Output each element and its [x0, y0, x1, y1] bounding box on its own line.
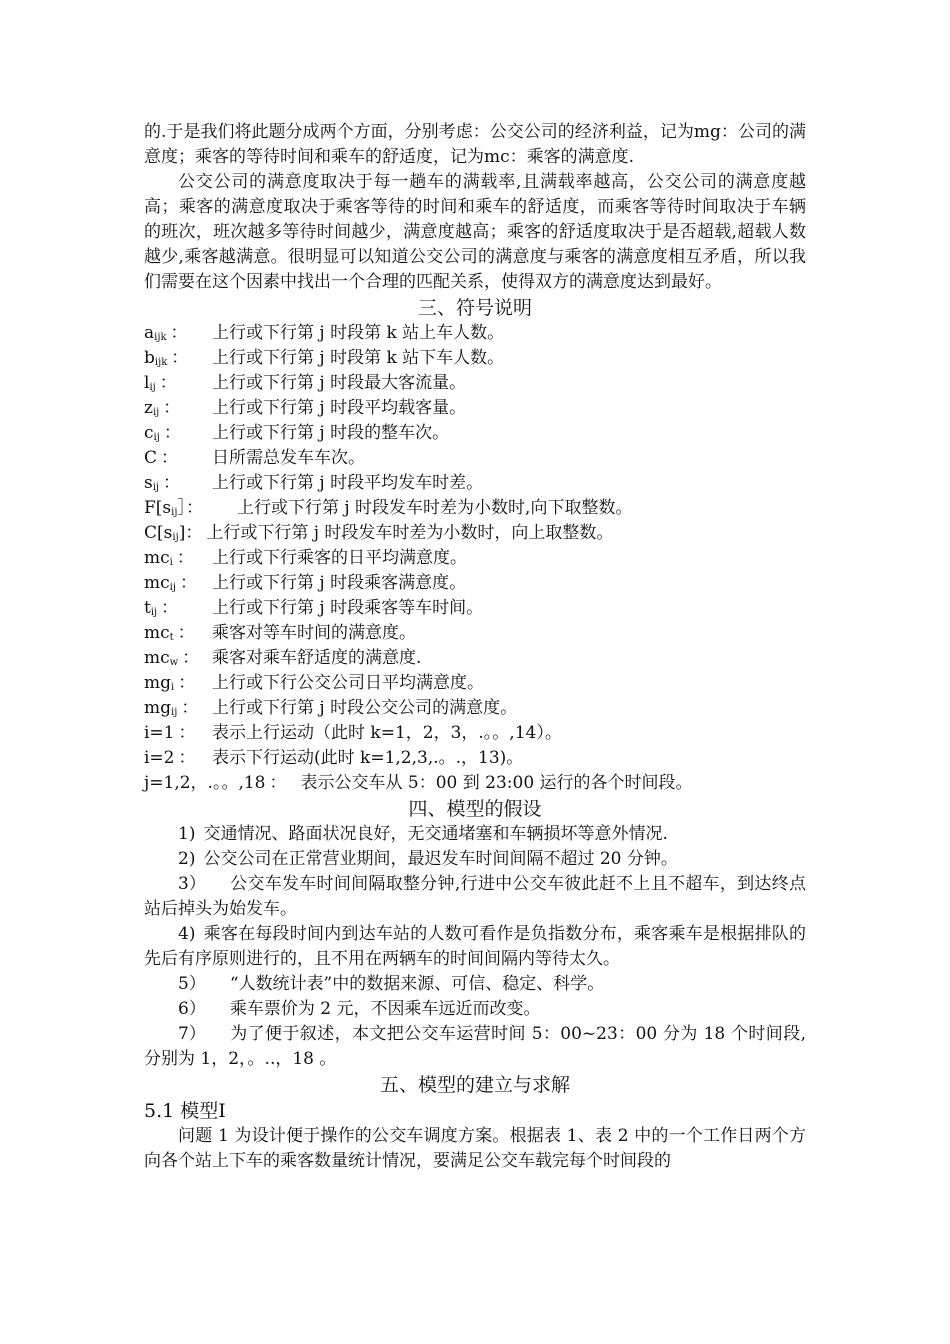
symbol-row — [144, 746, 806, 771]
symbol-row — [144, 671, 806, 696]
symbol-list — [144, 321, 806, 796]
symbol-row — [144, 521, 806, 546]
symbol-separator: ： — [163, 423, 181, 443]
symbol-base: c — [144, 423, 154, 443]
symbol-row — [144, 346, 806, 371]
assumption-text: 公交公司在正常营业期间，最迟发车时间间隔不超过 20 分钟。 — [203, 849, 678, 869]
assumption-text: 交通情况、路面状况良好，无交通堵塞和车辆损坏等意外情况. — [203, 824, 668, 844]
symbol-separator: ： — [161, 448, 179, 468]
symbol-subscript: ij — [169, 582, 176, 593]
assumption-text: 乘车票价为 2 元，不因乘车远近而改变。 — [229, 999, 541, 1019]
symbol-separator: ： — [178, 723, 196, 743]
assumption-item — [144, 972, 806, 997]
symbol-description: 表示下行运动(此时 k=1,2,3,.。.，13)。 — [212, 748, 524, 768]
symbol-suffix: ］： — [177, 498, 203, 518]
assumption-number: 6） — [178, 999, 206, 1019]
intro-paragraph-2: 公交公司的满意度取决于每一趟车的满载率,且满载率越高，公交公司的满意度越高；乘客的满意度取决于乘客等待的时间和乘车的舒适度，而乘客等待时间取决于车辆的班次，班次越多等待时间越少，满意度越高；乘客的舒适度取决于是否超载,超载人数越少,乘客越满意。很明显可以知道公交公司的满意度与乘客的满意度相互矛盾，所以我们需要在这个因素中找出一个合理的匹配关系，使得双方的满意度达到最好。 — [144, 172, 806, 292]
symbol-separator: ： — [163, 398, 181, 418]
symbol-description: 上行或下行第 j 时段最大客流量。 — [212, 373, 467, 393]
assumption-number: 4) — [178, 924, 196, 944]
symbol-separator: ： — [269, 773, 287, 793]
symbol-subscript: ij — [150, 607, 158, 618]
symbol-description: 上行或下行第 j 时段乘客等车时间。 — [212, 598, 484, 618]
assumption-number: 7） — [178, 1024, 206, 1044]
symbol-subscript: t — [169, 632, 174, 643]
intro-paragraph-1: 的.于是我们将此题分成两个方面，分别考虑：公交公司的经济利益，记为mg：公司的满意度；乘客的等待时间和乘车的舒适度，记为mc：乘客的满意度. — [144, 122, 806, 167]
assumption-text: 公交车发车时间间隔取整分钟,行进中公交车彼此赶不上且不超车，到达终点站后掉头为始发车。 — [144, 874, 806, 919]
symbol-separator: ： — [159, 373, 177, 393]
symbol-subscript: ij — [152, 407, 160, 418]
symbol-separator: ： — [177, 623, 195, 643]
symbol-separator: ： — [161, 598, 179, 618]
symbol-row — [144, 721, 806, 746]
symbol-row — [144, 621, 806, 646]
symbol-description: 日所需总发车车次。 — [212, 448, 365, 468]
symbol-separator: ： — [178, 748, 196, 768]
symbol-base: a — [144, 323, 155, 343]
assumption-number: 5） — [178, 974, 206, 994]
assumption-item — [144, 922, 806, 972]
symbol-description: 上行或下行第 j 时段公交公司的满意度。 — [212, 698, 518, 718]
symbol-subscript: ij — [171, 507, 178, 518]
symbol-subscript: i — [169, 557, 173, 568]
symbol-subscript: ij — [171, 707, 178, 718]
symbol-base: i=1 — [144, 723, 175, 743]
symbol-base: s — [144, 473, 153, 493]
assumption-number: 3） — [178, 874, 206, 894]
symbol-description: 上行或下行第 j 时段乘客满意度。 — [212, 573, 467, 593]
symbol-description: 上行或下行第 j 时段第 k 站下车人数。 — [212, 348, 505, 368]
symbol-row — [144, 596, 806, 621]
symbol-subscript: i — [171, 682, 175, 693]
symbol-term — [144, 446, 212, 471]
assumption-item — [144, 847, 806, 872]
symbol-base: C[s — [144, 523, 173, 543]
symbol-row — [144, 571, 806, 596]
symbol-base: mc — [144, 623, 170, 643]
symbol-base: z — [144, 398, 153, 418]
assumption-item — [144, 872, 806, 922]
symbol-subscript: ij — [172, 532, 179, 543]
assumption-item — [144, 997, 806, 1022]
symbol-row — [144, 371, 806, 396]
symbol-row — [144, 546, 806, 571]
symbol-row — [144, 696, 806, 721]
assumption-number: 2) — [178, 849, 196, 869]
symbol-base: l — [144, 373, 150, 393]
symbol-suffix: ]： — [178, 523, 203, 543]
symbol-row — [144, 646, 806, 671]
symbol-base: j=1,2，.。。,18 — [144, 773, 266, 793]
section-3-heading: 三、符号说明 — [417, 297, 532, 319]
section-4-heading: 四、模型的假设 — [408, 798, 542, 820]
section-5-heading: 五、模型的建立与求解 — [379, 1074, 570, 1096]
document-page — [144, 120, 806, 1174]
symbol-base: i=2 — [144, 748, 175, 768]
symbol-base: mc — [144, 648, 170, 668]
symbol-row — [144, 446, 806, 471]
symbol-description: 上行或下行第 j 时段第 k 站上车人数。 — [212, 323, 505, 343]
section-5-paragraph-1: 问题 1 为设计便于操作的公交车调度方案。根据表 1、表 2 中的一个工作日两个方向各个站上下车的乘客数量统计情况，要满足公交车载完每个时间段的 — [144, 1126, 806, 1171]
symbol-separator: ： — [181, 698, 199, 718]
symbol-separator: ： — [182, 648, 200, 668]
symbol-row — [144, 396, 806, 421]
symbol-separator: ： — [171, 348, 189, 368]
assumption-item — [144, 822, 806, 847]
symbol-term — [144, 746, 212, 771]
symbol-description: 表示公交车从 5：00 到 23:00 运行的各个时间段。 — [300, 773, 693, 793]
assumption-text: 为了便于叙述，本文把公交车运营时间 5：00~23：00 分为 18 个时间段,分别为 1，2，。..，18 。 — [144, 1024, 806, 1069]
assumption-item — [144, 1022, 806, 1072]
symbol-base: b — [144, 348, 155, 368]
symbol-description: 上行或下行乘客的日平均满意度。 — [212, 548, 467, 568]
symbol-subscript: ij — [153, 432, 160, 443]
symbol-description: 上行或下行第 j 时段平均载客量。 — [212, 398, 467, 418]
symbol-row — [144, 471, 806, 496]
symbol-subscript: w — [169, 657, 179, 668]
symbol-term — [144, 771, 287, 796]
symbol-base: mg — [144, 673, 172, 693]
symbol-description: 上行或下行第 j 时段发车时差为小数时，向上取整数。 — [206, 523, 614, 543]
symbol-separator: ： — [176, 548, 194, 568]
symbol-subscript: ij — [152, 482, 160, 493]
symbol-base: mc — [144, 573, 170, 593]
assumption-text: “人数统计表”中的数据来源、可信、稳定、科学。 — [229, 974, 605, 994]
symbol-base: t — [144, 598, 151, 618]
symbol-description: 上行或下行第 j 时段平均发车时差。 — [212, 473, 484, 493]
symbol-subscript: ij — [149, 382, 156, 393]
symbol-separator: ： — [170, 323, 188, 343]
symbol-description: 上行或下行第 j 时段的整车次。 — [212, 423, 450, 443]
symbol-separator: ： — [179, 573, 197, 593]
symbol-description: 上行或下行公交公司日平均满意度。 — [212, 673, 484, 693]
subsection-5-1-heading: 5.1 模型Ⅰ — [144, 1100, 226, 1122]
symbol-separator: ： — [178, 673, 196, 693]
symbol-row — [144, 771, 806, 796]
symbol-row — [144, 496, 806, 521]
symbol-description: 上行或下行第 j 时段发车时差为小数时,向下取整数。 — [236, 498, 633, 518]
symbol-term — [144, 721, 212, 746]
symbol-description: 表示上行运动（此时 k=1，2，3，.。。,14）。 — [212, 723, 562, 743]
symbol-base: F[s — [144, 498, 172, 518]
symbol-base: mg — [144, 698, 172, 718]
symbol-subscript: ijk — [154, 332, 167, 343]
symbol-row — [144, 321, 806, 346]
symbol-description: 乘客对等车时间的满意度。 — [212, 623, 416, 643]
symbol-base: C — [144, 448, 158, 468]
symbol-description: 乘客对乘车舒适度的满意度. — [212, 648, 422, 668]
symbol-subscript: ijk — [154, 357, 168, 368]
assumption-text: 乘客在每段时间内到达车站的人数可看作是负指数分布，乘客乘车是根据排队的先后有序原则进行的，且不用在两辆车的时间间隔内等待太久。 — [144, 924, 806, 969]
symbol-row — [144, 421, 806, 446]
assumption-list — [144, 822, 806, 1072]
symbol-base: mc — [144, 548, 170, 568]
symbol-separator: ： — [163, 473, 181, 493]
assumption-number: 1) — [178, 824, 196, 844]
